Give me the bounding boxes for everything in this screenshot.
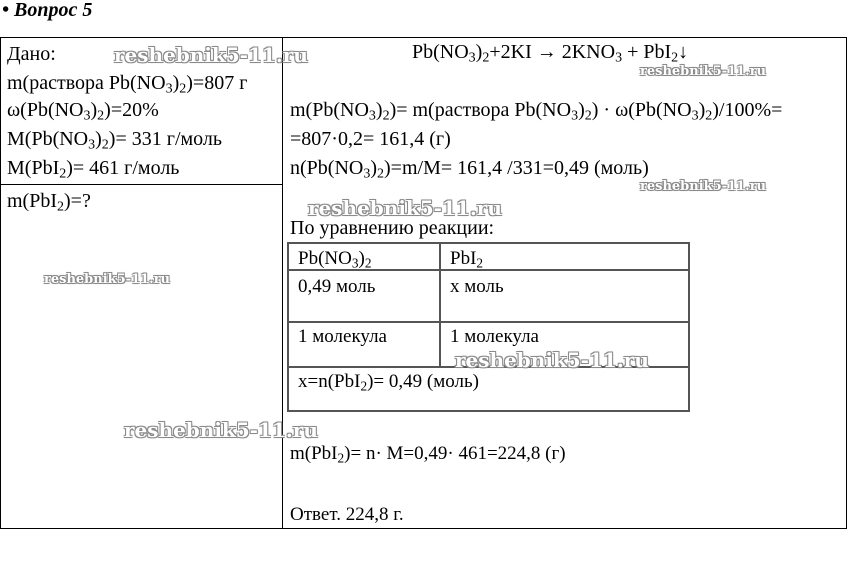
watermark: reshebnik5-11.ru bbox=[640, 64, 767, 79]
given-mass-fraction: $\omega(Pb(NO_3)_2)=20\%$ bbox=[7, 99, 159, 124]
table-cell-moles-unknown: x моль bbox=[450, 276, 504, 297]
table-cell-result: x=n(PbI$_2$)= 0,49 (моль) bbox=[298, 371, 479, 394]
answer-text: Ответ. 224,8 г. bbox=[290, 504, 404, 525]
watermark: reshebnik5-11.ru bbox=[114, 43, 308, 67]
watermark: reshebnik5-11.ru bbox=[44, 272, 171, 287]
given-molar-mass-lead-iodide: M(PbI$_2$)= 461 г/моль bbox=[7, 157, 180, 182]
given-solution-mass: m(раствора $Pb(NO_3)_2)=807$ г bbox=[7, 72, 248, 97]
table-cell-moles-given: 0,49 моль bbox=[298, 276, 376, 297]
table-cell-ratio-right: 1 молекула bbox=[450, 326, 539, 347]
moles-formula: $n(Pb(NO_3)_2)=m/M= 161,4$ /331=0,49 (моль) bbox=[290, 157, 649, 182]
table-header-lead-nitrate: $Pb(NO_3)_2$ bbox=[298, 248, 372, 271]
watermark: reshebnik5-11.ru bbox=[640, 179, 767, 194]
mass-formula-line2: =807·0,2= 161,4 (г) bbox=[290, 128, 451, 150]
result-mass-formula: m(PbI$_2$)= n· M=0,49· 461=224,8 (г) bbox=[290, 443, 566, 466]
mass-formula-line1: $m(Pb(NO_3)_2)=$ m(раствора $Pb(NO_3)_2) \cdot \omega(Pb(NO_3)_2)/100\%=$ bbox=[290, 99, 783, 124]
given-molar-mass-lead-nitrate: $M(Pb(NO_3)_2)= 331$ г/моль bbox=[7, 128, 222, 153]
by-equation-label: По уравнению реакции: bbox=[290, 217, 495, 239]
reaction-equation: $Pb(NO_3)_2+2KI \to 2KNO_3$ + PbI$_2$↓ bbox=[412, 41, 689, 66]
question-heading: • Вопрос 5 bbox=[2, 0, 93, 21]
table-header-lead-iodide: PbI$_2$ bbox=[450, 248, 484, 271]
find-label: m(PbI$_2$)=? bbox=[7, 190, 91, 215]
given-label: Дано: bbox=[7, 43, 56, 65]
watermark: reshebnik5-11.ru bbox=[455, 348, 649, 372]
table-cell-ratio-left: 1 молекула bbox=[298, 326, 387, 347]
watermark: reshebnik5-11.ru bbox=[308, 196, 502, 220]
watermark: reshebnik5-11.ru bbox=[124, 418, 318, 442]
